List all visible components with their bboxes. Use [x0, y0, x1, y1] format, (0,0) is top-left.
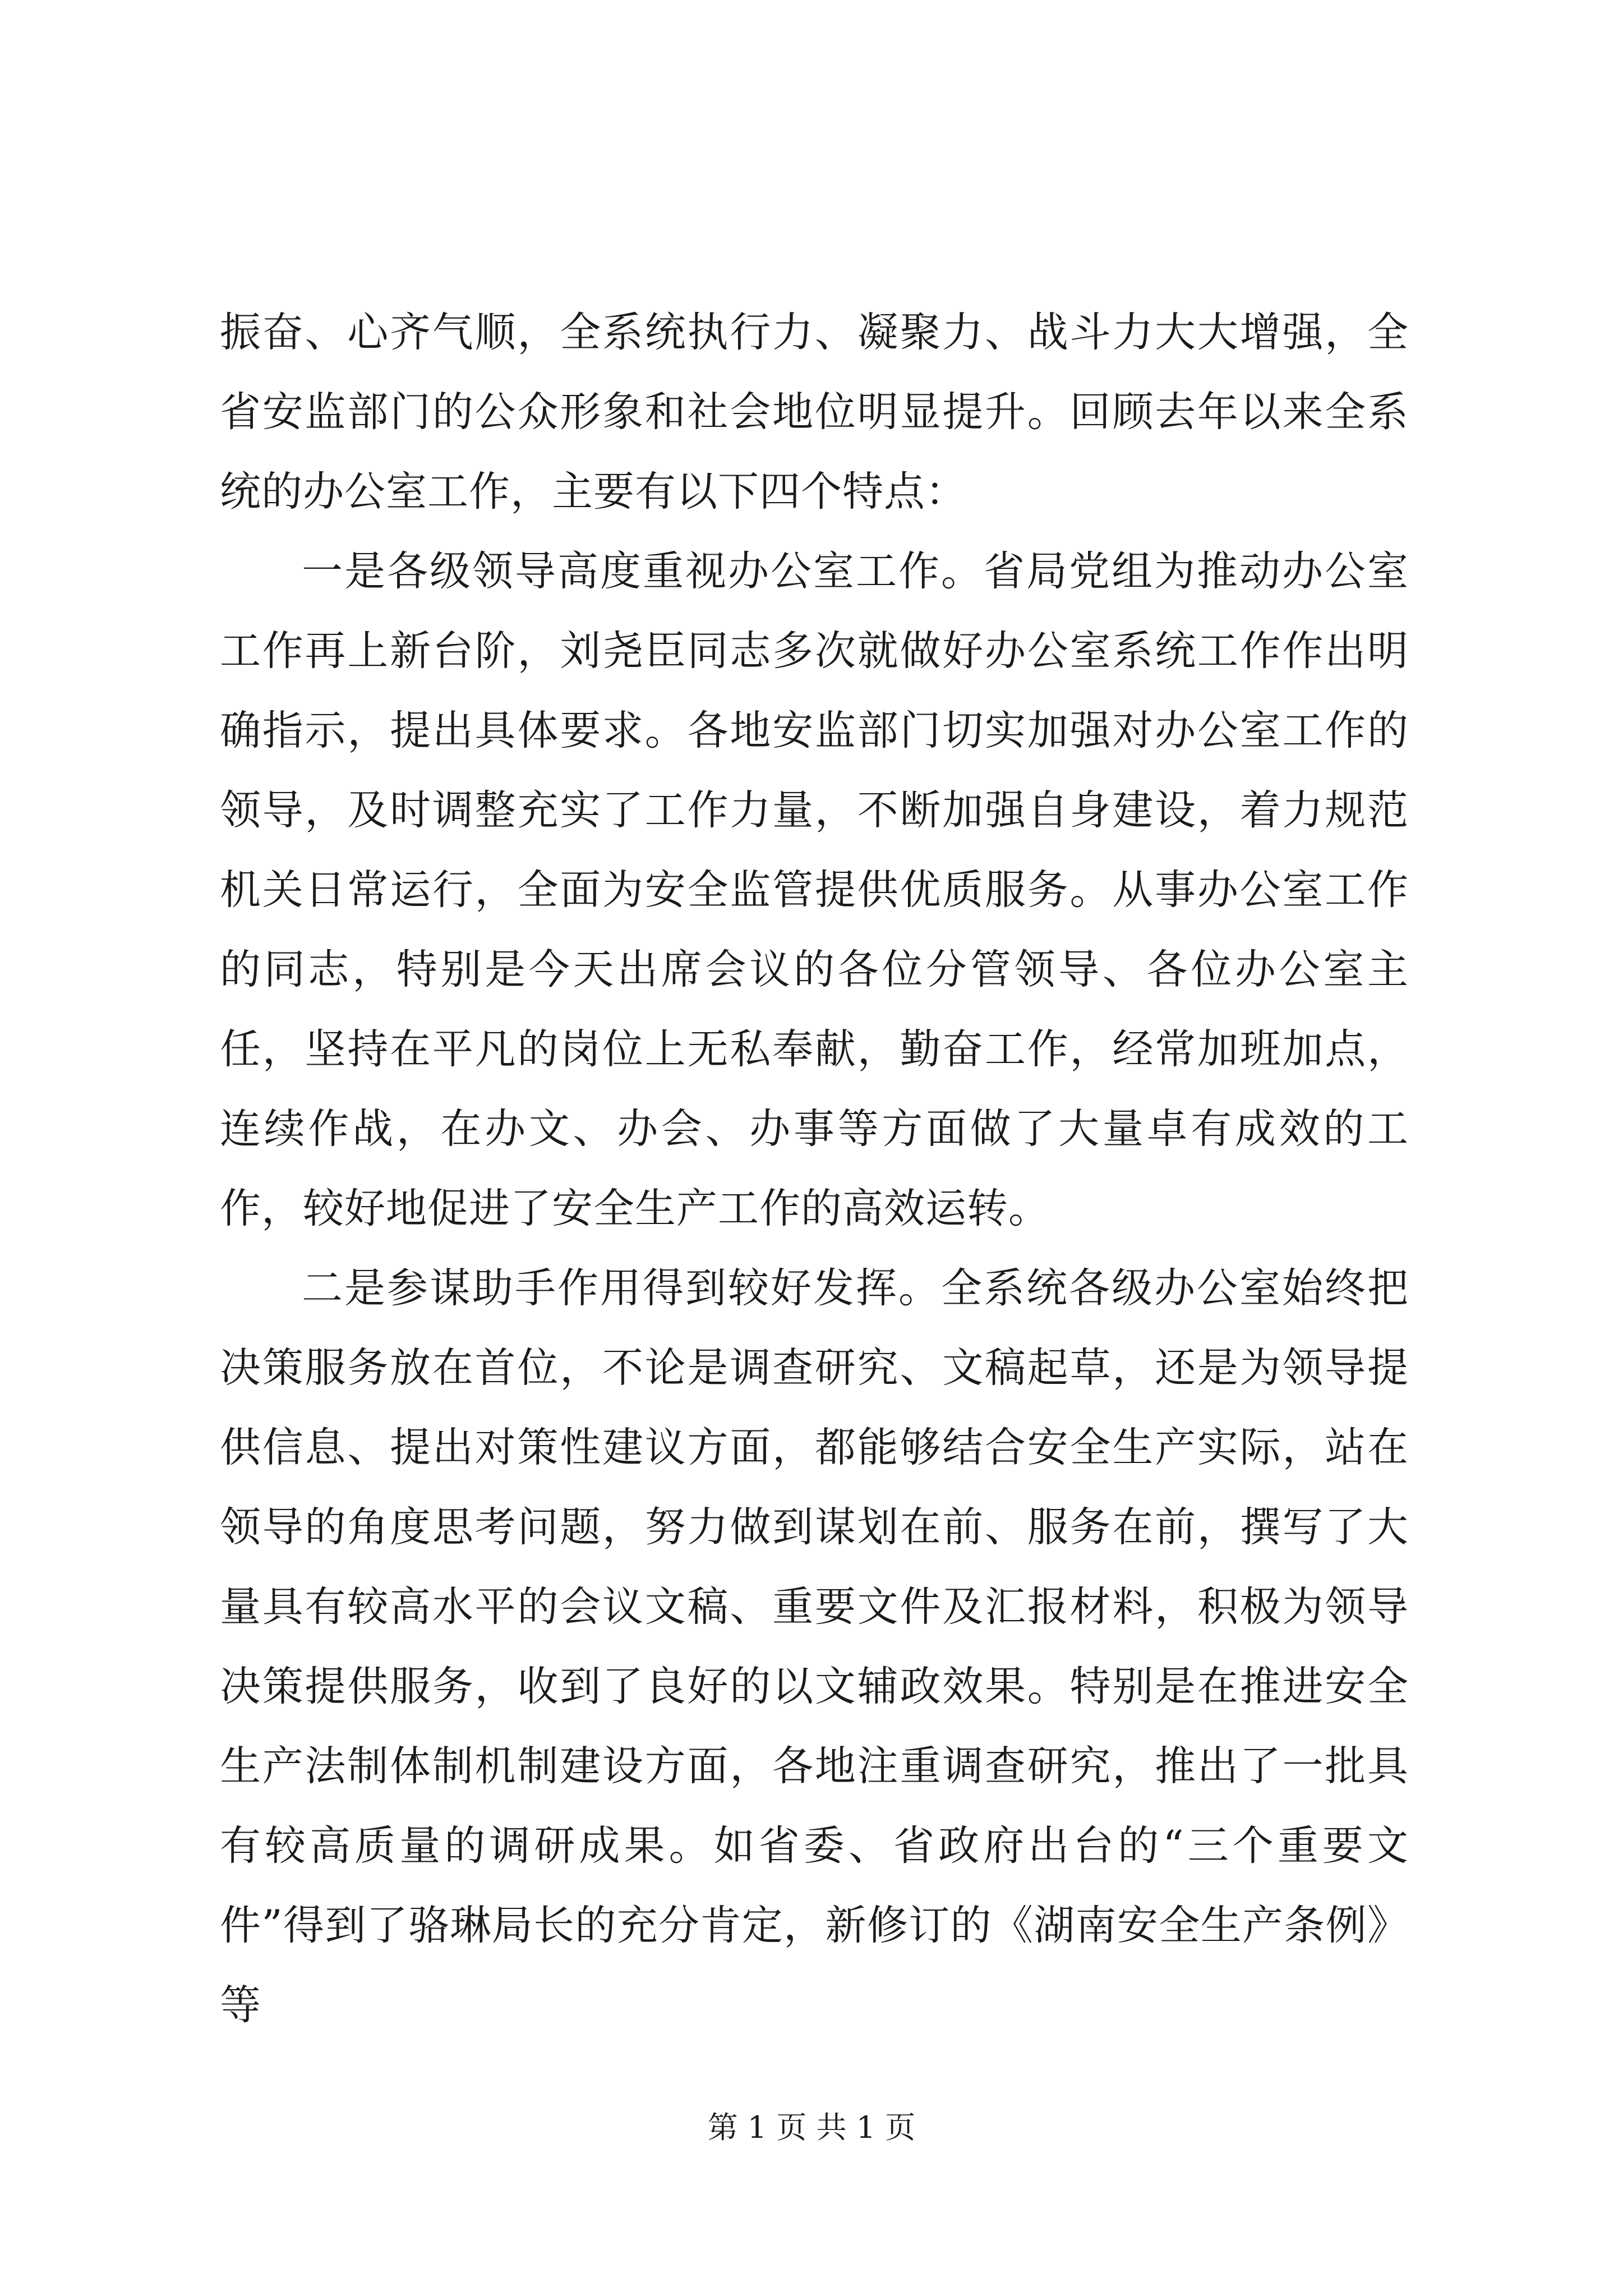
paragraph-leadership: 一是各级领导高度重视办公室工作。省局党组为推动办公室工作再上新台阶，刘尧臣同志多次就做好办公室系统工作作出明确指示，提出具体要求。各地安监部门切实加强对办公室工作的领导，及时调整充实了工作力量，不断加强自身建设，着力规范机关日常运行，全面为安全监管提供优质服务。从事办公室工作的同志，特别是今天出席会议的各位分管领导、各位办公室主任，坚持在平凡的岗位上无私奉献，勤奋工作，经常加班加点，连续作战，在办文、办会、办事等方面做了大量卓有成效的工作，较好地促进了安全生产工作的高效运转。 [220, 547, 1409, 1232]
page-footer: 第 1 页 共 1 页 [707, 2110, 916, 2145]
document-body [220, 293, 1409, 2045]
paragraph-continuation: 振奋、心齐气顺，全系统执行力、凝聚力、战斗力大大增强，全省安监部门的公众形象和社会地位明显提升。回顾去年以来全系统的办公室工作，主要有以下四个特点： [220, 309, 1409, 516]
paragraph-advisory-role: 二是参谋助手作用得到较好发挥。全系统各级办公室始终把决策服务放在首位，不论是调查研究、文稿起草，还是为领导提供信息、提出对策性建议方面，都能够结合安全生产实际，站在领导的角度思考问题，努力做到谋划在前、服务在前，撰写了大量具有较高水平的会议文稿、重要文件及汇报材料，积极为领导决策提供服务，收到了良好的以文辅政效果。特别是在推进安全生产法制体制机制建设方面，各地注重调查研究，推出了一批具有较高质量的调研成果。如省委、省政府出台的“三个重要文件”得到了骆琳局长的充分肯定，新修订的《湖南安全生产条例》等 [220, 1264, 1409, 2029]
